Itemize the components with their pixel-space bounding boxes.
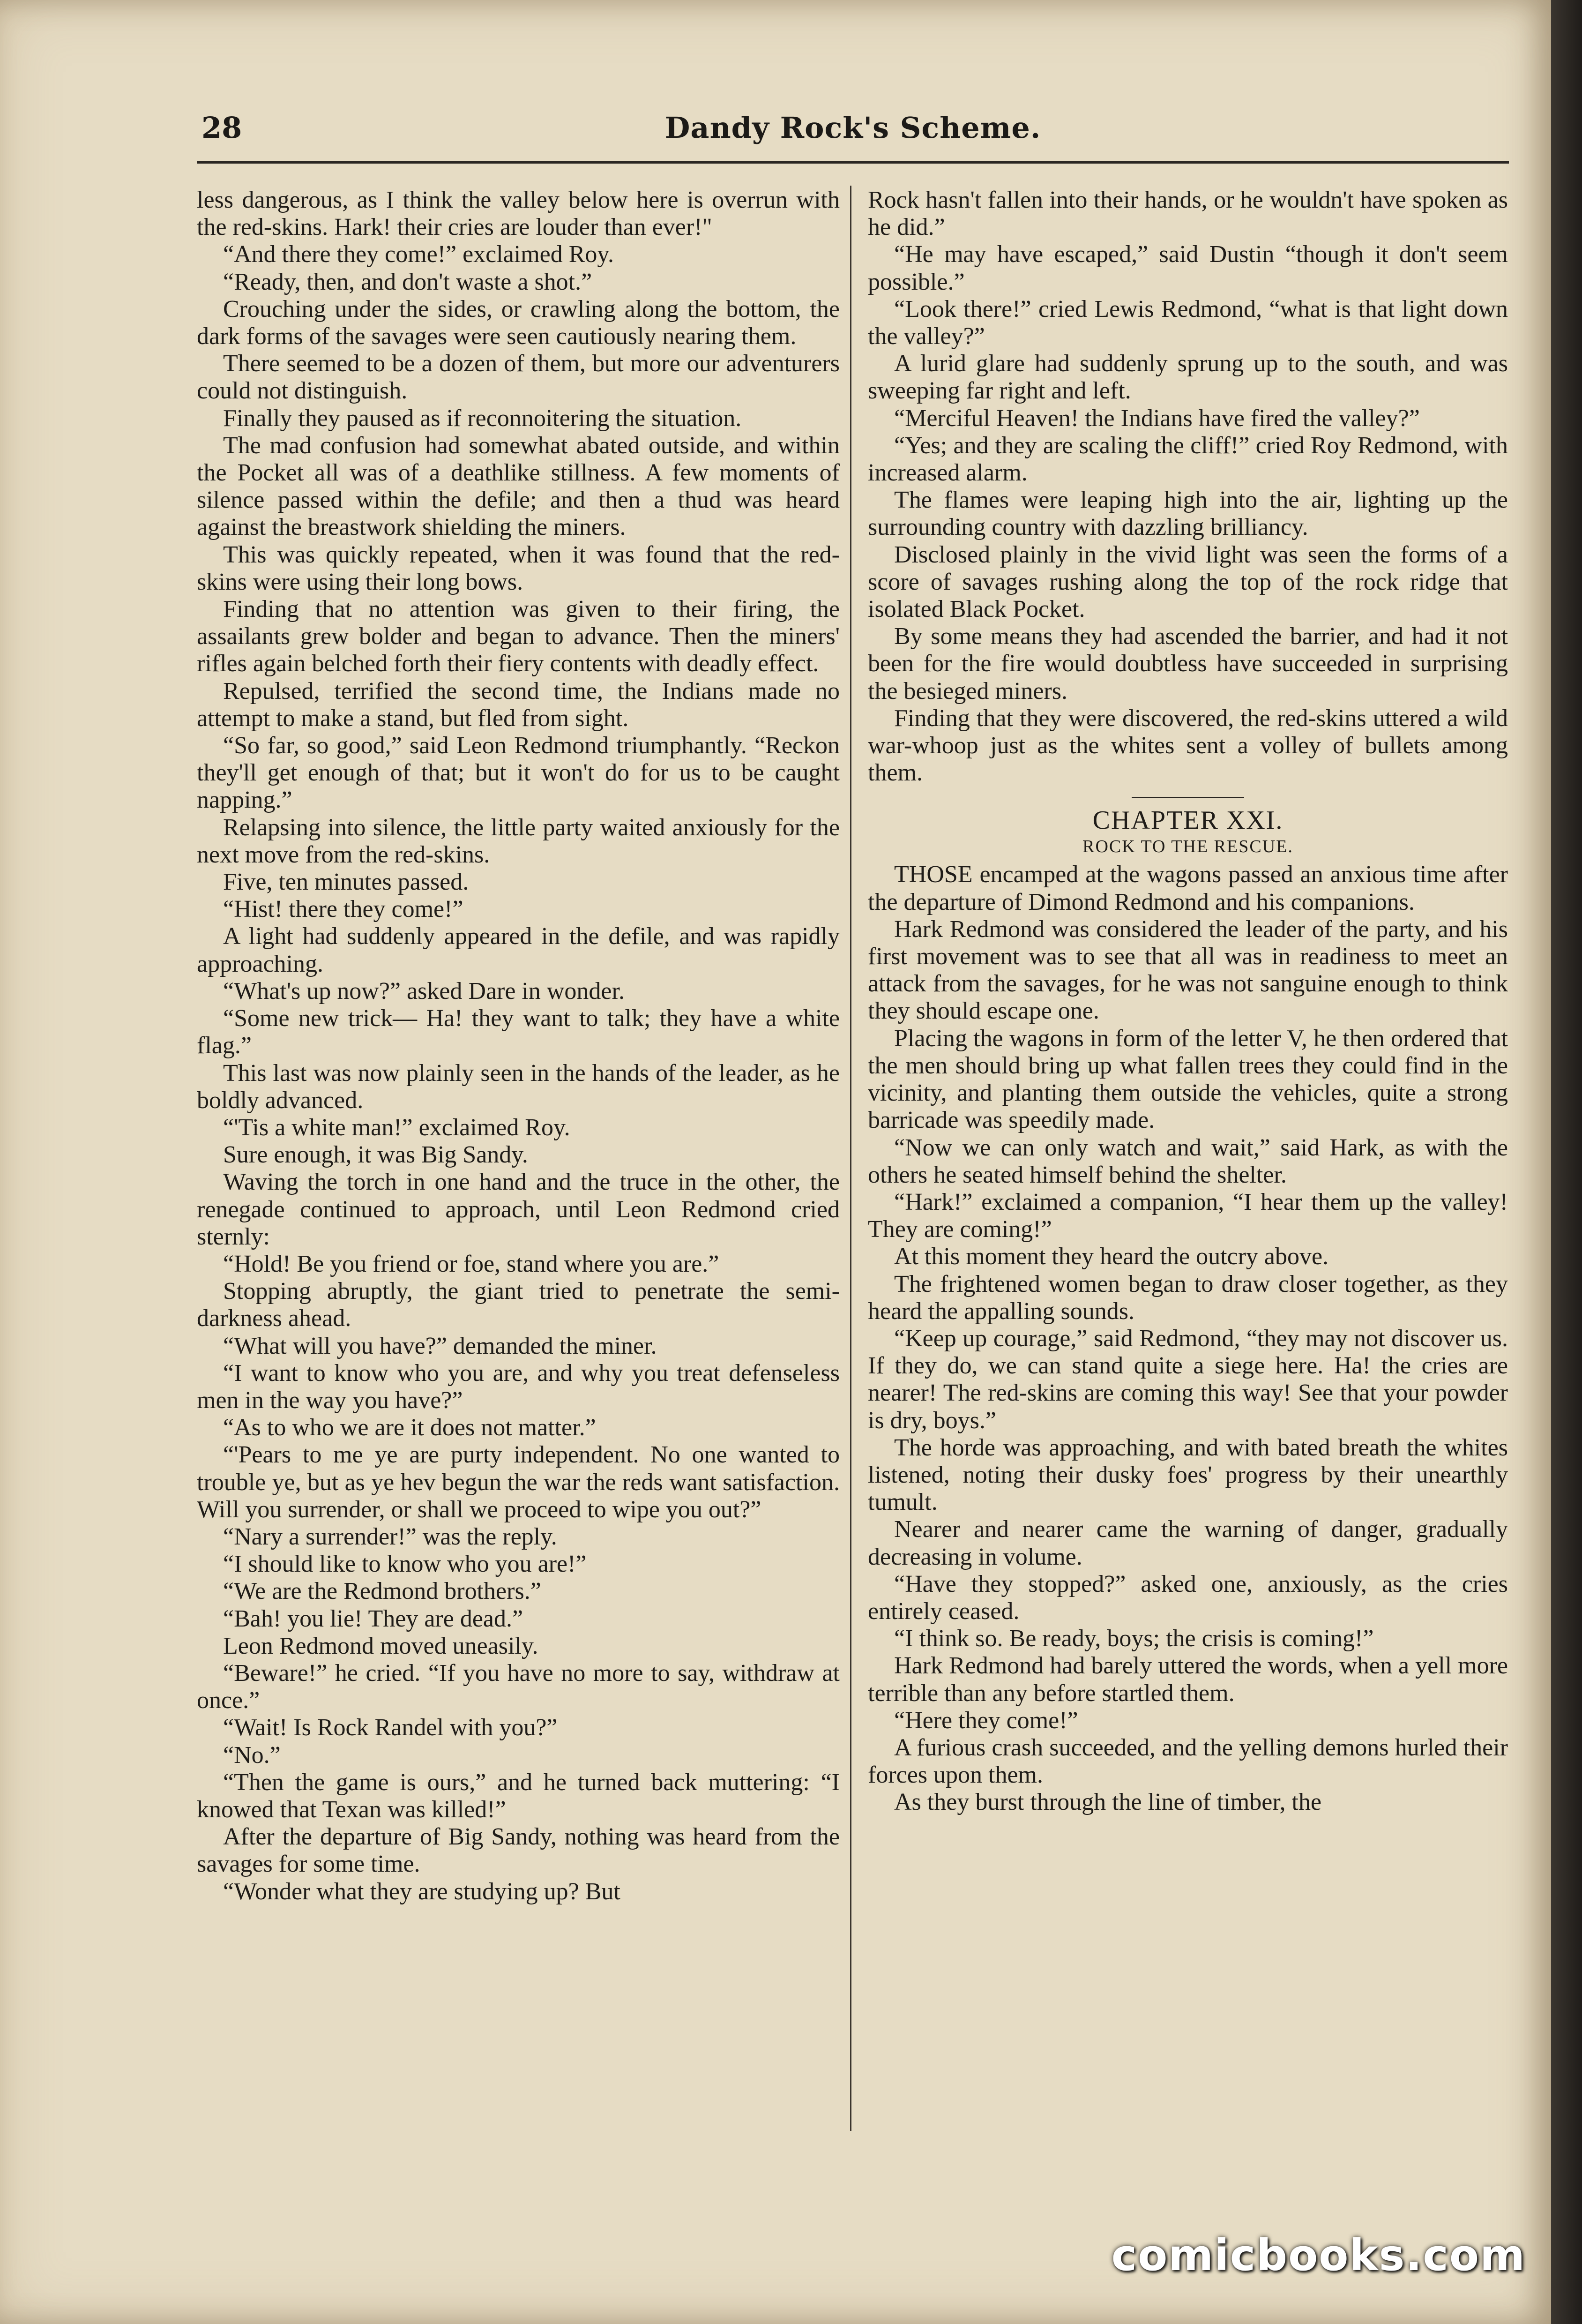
paragraph: Sure enough, it was Big Sandy. [223,1141,528,1169]
paragraph: Five, ten minutes passed. [223,869,469,896]
right-column-after-chapter [868,861,1508,1816]
paragraph: “We are the Redmond brothers.” [223,1578,541,1605]
paragraph: As they burst through the line of timber, the [894,1789,1322,1816]
paragraph: “Merciful Heaven! the Indians have fired the valley?” [894,405,1420,432]
paragraph: “What will you have?” demanded the miner. [223,1332,657,1359]
paragraph: A lurid glare had suddenly sprung up to the south, and was sweeping far right and left. [868,350,1508,405]
paragraph: Crouching under the sides, or crawling along the bottom, the dark forms of the savages were seen cautiously nearing them. [197,295,840,350]
paragraph: “So far, so good,” said Leon Redmond triumphantly. “Reckon they'll get enough of that; but it won't do for us to be caught napping.” [197,732,840,814]
chapter-rule [1132,797,1244,798]
paragraph: “Keep up courage,” said Redmond, “they may not discover us. If they do, we can stand quite a siege here. Ha! the cries are nearer! The red-skins are coming this way! See that your powder is dry, boys.” [868,1325,1508,1434]
paragraph: “Wait! Is Rock Randel with you?” [223,1714,558,1741]
paragraph: “Hark!” exclaimed a companion, “I hear them up the valley! They are coming!” [868,1188,1508,1243]
running-title: Dandy Rock's Scheme. [664,111,1041,145]
paragraph: After the departure of Big Sandy, nothing was heard from the savages for some time. [197,1823,840,1878]
paragraph: Hark Redmond was considered the leader of the party, and his first movement was to see that all was in readiness to meet an attack from the savages, for he was not sanguine enough to think they should escape one. [868,915,1508,1025]
paragraph: Placing the wagons in form of the letter V, he then ordered that the men should bring up what fallen trees they could find in the vicinity, and planting them outside the vehicles, quite a strong barricade was speedily made. [868,1025,1508,1134]
paragraph: This was quickly repeated, when it was found that the red-skins were using their long bows. [197,541,840,595]
paragraph: The flames were leaping high into the air, lighting up the surrounding country with dazzling brilliancy. [868,487,1508,541]
paragraph: “Now we can only watch and wait,” said Hark, as with the others he seated himself behind the shelter. [868,1134,1508,1188]
paragraph: “I think so. Be ready, boys; the crisis is coming!” [894,1625,1374,1652]
paragraph: “Here they come!” [894,1707,1078,1734]
paragraph: less dangerous, as I think the valley below here is overrun with the red-skins. Hark! their cries are louder than ever!" [197,187,840,241]
paragraph: Waving the torch in one hand and the truce in the other, the renegade continued to approach, until Leon Redmond cried sternly: [197,1169,840,1250]
paragraph: The frightened women began to draw closer together, as they heard the appalling sounds. [868,1270,1508,1325]
paragraph: “Have they stopped?” asked one, anxiously, as the cries entirely ceased. [868,1570,1508,1625]
paragraph: “No.” [223,1741,281,1769]
paragraph: “And there they come!” exclaimed Roy. [223,241,614,268]
paragraph: “As to who we are it does not matter.” [223,1414,596,1441]
page-header [201,111,1504,162]
paragraph: Leon Redmond moved uneasily. [223,1632,538,1659]
paragraph: Repulsed, terrified the second time, the Indians made no attempt to make a stand, but fled from sight. [197,677,840,732]
chapter-subtitle: ROCK TO THE RESCUE. [1082,837,1293,857]
paragraph: “Ready, then, and don't waste a shot.” [223,268,592,295]
paragraph: “I should like to know who you are!” [223,1551,587,1578]
paragraph: “Yes; and they are scaling the cliff!” cried Roy Redmond, with increased alarm. [868,432,1508,487]
paragraph: The mad confusion had somewhat abated outside, and within the Pocket all was of a deathlike stillness. A few moments of silence passed within the defile; and then a thud was heard against the breastwork shielding the miners. [197,432,840,541]
paragraph: “What's up now?” asked Dare in wonder. [223,977,625,1005]
paragraph: THOSE encamped at the wagons passed an anxious time after the departure of Dimond Redmond and his companions. [868,861,1508,915]
paragraph: By some means they had ascended the barrier, and had it not been for the fire would doubtless have succeeded in surprising the besieged miners. [868,623,1508,705]
paragraph: “Then the game is ours,” and he turned back muttering: “I knowed that Texan was killed!” [197,1769,840,1823]
paragraph: Relapsing into silence, the little party waited anxiously for the next move from the red-skins. [197,814,840,868]
paragraph: Disclosed plainly in the vivid light was seen the forms of a score of savages rushing along the top of the rock ridge that isolated Black Pocket. [868,541,1508,623]
paragraph: “Look there!” cried Lewis Redmond, “what is that light down the valley?” [868,295,1508,350]
paragraph: “He may have escaped,” said Dustin “though it don't seem possible.” [868,241,1508,295]
paragraph: “Some new trick— Ha! they want to talk; they have a white flag.” [197,1005,840,1059]
paragraph: Finding that they were discovered, the red-skins uttered a wild war-whoop just as the whites sent a volley of bullets among them. [868,705,1508,787]
column-divider [850,186,851,2131]
right-column [868,187,1508,1816]
paragraph: “'Pears to me ye are purty independent. No one wanted to trouble ye, but as ye hev begun the war the reds want satisfaction. Will you surrender, or shall we proceed to wipe you out?” [197,1441,840,1523]
left-column [197,187,840,1905]
right-column-before-chapter [868,187,1508,787]
paragraph: Rock hasn't fallen into their hands, or he wouldn't have spoken as he did.” [868,187,1508,241]
chapter-heading: CHAPTER XXI. [1092,806,1284,835]
paragraph: “I want to know who you are, and why you treat defenseless men in the way you have?” [197,1359,840,1414]
paragraph: Hark Redmond had barely uttered the words, when a yell more terrible than any before startled them. [868,1652,1508,1707]
paragraph: “'Tis a white man!” exclaimed Roy. [223,1114,570,1141]
paragraph: This last was now plainly seen in the hands of the leader, as he boldly advanced. [197,1059,840,1114]
paragraph: Finally they paused as if reconnoitering the situation. [223,405,742,432]
page-number: 28 [201,111,242,145]
paragraph: Finding that no attention was given to their firing, the assailants grew bolder and began to advance. Then the miners' rifles again belched forth their fiery contents with deadly effect. [197,596,840,677]
paragraph: A furious crash succeeded, and the yelling demons hurled their forces upon them. [868,1734,1508,1789]
paragraph: “Hold! Be you friend or foe, stand where you are.” [223,1250,719,1277]
paragraph: “Beware!” he cried. “If you have no more to say, withdraw at once.” [197,1659,840,1714]
chapter-block [868,797,1508,858]
paragraph: At this moment they heard the outcry above. [894,1243,1329,1270]
paragraph: “Wonder what they are studying up? But [223,1878,620,1905]
paragraph: There seemed to be a dozen of them, but more our adventurers could not distinguish. [197,350,840,405]
watermark: comicbooks.com [1111,2230,1526,2280]
paragraph: Stopping abruptly, the giant tried to penetrate the semi-darkness ahead. [197,1278,840,1332]
binding-edge [1551,0,1582,2324]
paragraph: “Bah! you lie! They are dead.” [223,1605,523,1632]
paragraph: Nearer and nearer came the warning of danger, gradually decreasing in volume. [868,1516,1508,1570]
header-rule [197,161,1509,164]
paragraph: “Nary a surrender!” was the reply. [223,1523,557,1550]
paragraph: A light had suddenly appeared in the defile, and was rapidly approaching. [197,923,840,977]
paragraph: “Hist! there they come!” [223,896,463,923]
paragraph: The horde was approaching, and with bated breath the whites listened, noting their dusky foes' progress by their unearthly tumult. [868,1434,1508,1516]
